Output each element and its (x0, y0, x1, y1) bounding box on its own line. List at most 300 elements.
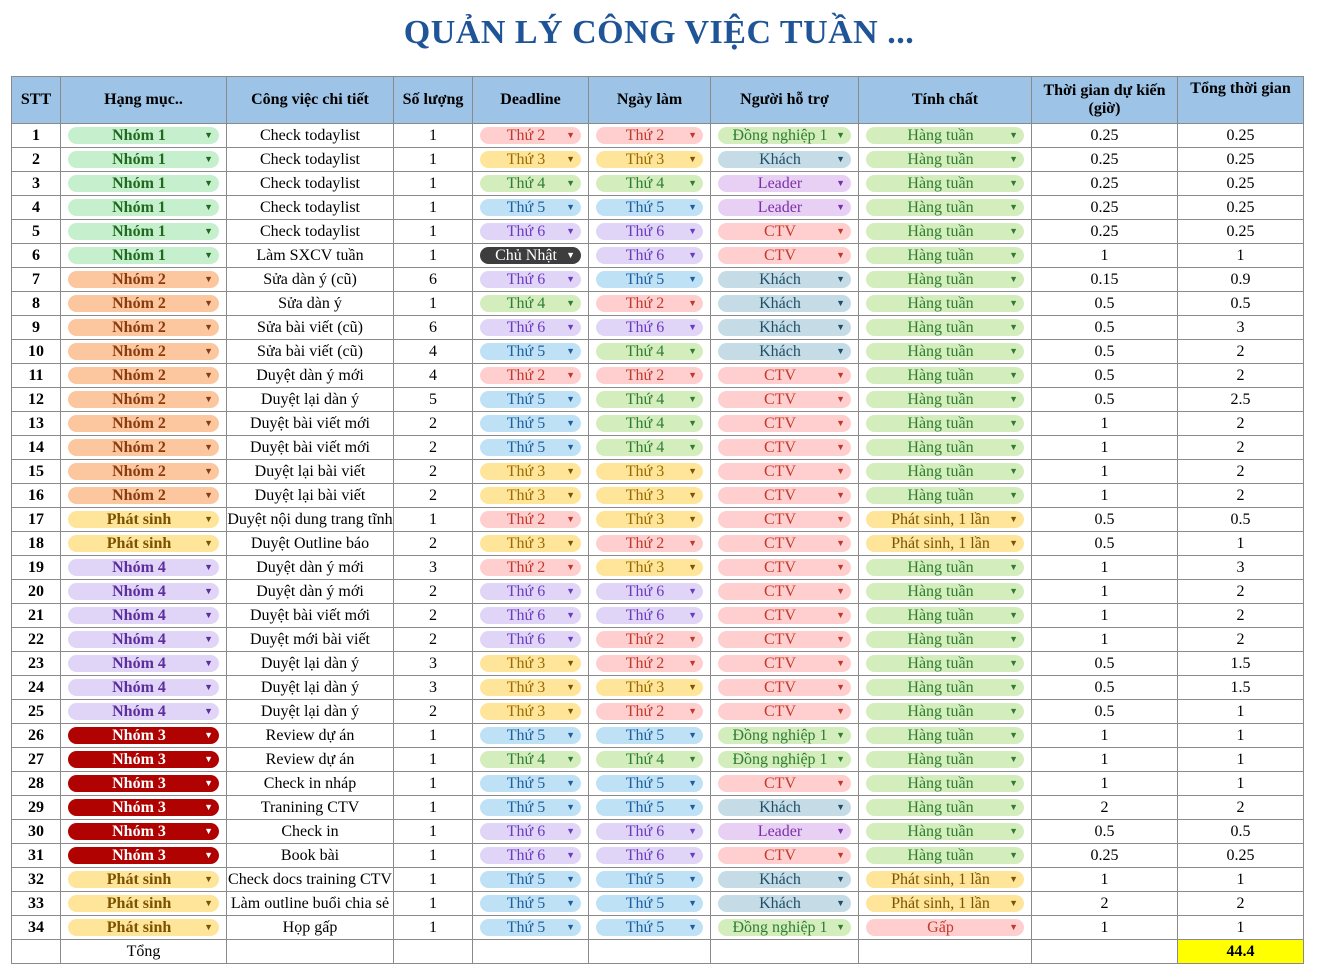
workday-cell[interactable] (589, 364, 711, 388)
stt-cell[interactable]: 10 (12, 340, 61, 364)
deadline-dropdown[interactable] (480, 703, 581, 720)
chevron-down-icon[interactable]: ▼ (566, 394, 575, 404)
quantity-cell[interactable]: 1 (394, 796, 473, 820)
stt-cell[interactable]: 3 (12, 172, 61, 196)
category-cell[interactable] (61, 244, 227, 268)
helper-dropdown[interactable] (718, 535, 851, 552)
total-time-cell[interactable]: 1.5 (1178, 652, 1304, 676)
estimated-time-cell[interactable]: 0.25 (1032, 196, 1178, 220)
nature-cell[interactable] (859, 580, 1032, 604)
chevron-down-icon[interactable]: ▼ (1009, 394, 1018, 404)
category-cell[interactable] (61, 724, 227, 748)
chevron-down-icon[interactable]: ▼ (688, 274, 697, 284)
deadline-cell[interactable] (473, 700, 589, 724)
quantity-cell[interactable]: 4 (394, 364, 473, 388)
category-dropdown[interactable] (68, 871, 219, 888)
task-cell[interactable]: Tranining CTV (227, 796, 394, 820)
nature-cell[interactable] (859, 772, 1032, 796)
category-dropdown[interactable] (68, 919, 219, 936)
chevron-down-icon[interactable]: ▼ (204, 538, 213, 548)
chevron-down-icon[interactable]: ▼ (204, 178, 213, 188)
nature-cell[interactable] (859, 676, 1032, 700)
nature-dropdown[interactable] (866, 271, 1024, 288)
total-time-cell[interactable]: 1 (1178, 532, 1304, 556)
nature-cell[interactable] (859, 796, 1032, 820)
stt-cell[interactable]: 31 (12, 844, 61, 868)
helper-dropdown[interactable] (718, 823, 851, 840)
category-dropdown[interactable] (68, 775, 219, 792)
chevron-down-icon[interactable]: ▼ (566, 562, 575, 572)
helper-dropdown[interactable] (718, 655, 851, 672)
chevron-down-icon[interactable]: ▼ (566, 250, 575, 260)
task-cell[interactable]: Check in (227, 820, 394, 844)
quantity-cell[interactable]: 5 (394, 388, 473, 412)
deadline-dropdown[interactable] (480, 775, 581, 792)
chevron-down-icon[interactable]: ▼ (566, 346, 575, 356)
helper-cell[interactable] (711, 148, 859, 172)
task-cell[interactable]: Duyệt bài viết mới (227, 436, 394, 460)
quantity-cell[interactable]: 1 (394, 124, 473, 148)
chevron-down-icon[interactable]: ▼ (204, 706, 213, 716)
chevron-down-icon[interactable]: ▼ (204, 610, 213, 620)
helper-cell[interactable] (711, 868, 859, 892)
chevron-down-icon[interactable]: ▼ (204, 730, 213, 740)
nature-cell[interactable] (859, 196, 1032, 220)
chevron-down-icon[interactable]: ▼ (1009, 826, 1018, 836)
quantity-cell[interactable]: 6 (394, 316, 473, 340)
workday-cell[interactable] (589, 508, 711, 532)
chevron-down-icon[interactable]: ▼ (566, 898, 575, 908)
workday-cell[interactable] (589, 196, 711, 220)
nature-cell[interactable] (859, 892, 1032, 916)
category-cell[interactable] (61, 700, 227, 724)
total-time-cell[interactable]: 0.25 (1178, 196, 1304, 220)
task-cell[interactable]: Duyệt lại bài viết (227, 484, 394, 508)
helper-dropdown[interactable] (718, 367, 851, 384)
header-quantity[interactable]: Số lượng (394, 77, 473, 124)
deadline-cell[interactable] (473, 604, 589, 628)
helper-dropdown[interactable] (718, 391, 851, 408)
helper-dropdown[interactable] (718, 295, 851, 312)
chevron-down-icon[interactable]: ▼ (566, 514, 575, 524)
task-cell[interactable]: Duyệt bài viết mới (227, 412, 394, 436)
category-dropdown[interactable] (68, 799, 219, 816)
total-label[interactable]: Tổng (61, 940, 227, 964)
deadline-cell[interactable] (473, 556, 589, 580)
chevron-down-icon[interactable]: ▼ (1009, 898, 1018, 908)
chevron-down-icon[interactable]: ▼ (836, 394, 845, 404)
deadline-cell[interactable] (473, 220, 589, 244)
task-cell[interactable]: Sửa dàn ý (cũ) (227, 268, 394, 292)
deadline-cell[interactable] (473, 172, 589, 196)
chevron-down-icon[interactable]: ▼ (566, 778, 575, 788)
quantity-cell[interactable]: 1 (394, 148, 473, 172)
chevron-down-icon[interactable]: ▼ (688, 754, 697, 764)
total-time-cell[interactable]: 2 (1178, 628, 1304, 652)
total-row-empty[interactable] (473, 940, 589, 964)
chevron-down-icon[interactable]: ▼ (836, 874, 845, 884)
quantity-cell[interactable]: 2 (394, 604, 473, 628)
estimated-time-cell[interactable]: 0.25 (1032, 172, 1178, 196)
task-cell[interactable]: Họp gấp (227, 916, 394, 940)
chevron-down-icon[interactable]: ▼ (1009, 130, 1018, 140)
chevron-down-icon[interactable]: ▼ (566, 226, 575, 236)
deadline-dropdown[interactable] (480, 631, 581, 648)
workday-dropdown[interactable] (596, 151, 703, 168)
workday-dropdown[interactable] (596, 391, 703, 408)
chevron-down-icon[interactable]: ▼ (566, 850, 575, 860)
chevron-down-icon[interactable]: ▼ (204, 850, 213, 860)
helper-dropdown[interactable] (718, 223, 851, 240)
nature-cell[interactable] (859, 460, 1032, 484)
helper-dropdown[interactable] (718, 799, 851, 816)
deadline-cell[interactable] (473, 628, 589, 652)
estimated-time-cell[interactable]: 0.5 (1032, 340, 1178, 364)
nature-dropdown[interactable] (866, 655, 1024, 672)
total-time-cell[interactable]: 2 (1178, 796, 1304, 820)
estimated-time-cell[interactable]: 1 (1032, 916, 1178, 940)
helper-cell[interactable] (711, 196, 859, 220)
nature-dropdown[interactable] (866, 295, 1024, 312)
chevron-down-icon[interactable]: ▼ (204, 562, 213, 572)
nature-dropdown[interactable] (866, 535, 1024, 552)
stt-cell[interactable]: 16 (12, 484, 61, 508)
category-cell[interactable] (61, 820, 227, 844)
workday-dropdown[interactable] (596, 247, 703, 264)
nature-cell[interactable] (859, 316, 1032, 340)
deadline-dropdown[interactable] (480, 919, 581, 936)
quantity-cell[interactable]: 1 (394, 172, 473, 196)
deadline-dropdown[interactable] (480, 511, 581, 528)
workday-dropdown[interactable] (596, 583, 703, 600)
nature-dropdown[interactable] (866, 223, 1024, 240)
nature-cell[interactable] (859, 412, 1032, 436)
workday-dropdown[interactable] (596, 439, 703, 456)
workday-dropdown[interactable] (596, 511, 703, 528)
deadline-cell[interactable] (473, 580, 589, 604)
category-dropdown[interactable] (68, 727, 219, 744)
total-time-cell[interactable]: 1 (1178, 244, 1304, 268)
task-cell[interactable]: Duyệt Outline báo (227, 532, 394, 556)
total-time-cell[interactable]: 1.5 (1178, 676, 1304, 700)
chevron-down-icon[interactable]: ▼ (836, 466, 845, 476)
deadline-cell[interactable] (473, 196, 589, 220)
estimated-time-cell[interactable]: 1 (1032, 628, 1178, 652)
deadline-dropdown[interactable] (480, 871, 581, 888)
helper-dropdown[interactable] (718, 703, 851, 720)
quantity-cell[interactable]: 1 (394, 196, 473, 220)
nature-dropdown[interactable] (866, 127, 1024, 144)
deadline-cell[interactable] (473, 532, 589, 556)
helper-cell[interactable] (711, 604, 859, 628)
deadline-cell[interactable] (473, 364, 589, 388)
stt-cell[interactable]: 7 (12, 268, 61, 292)
category-dropdown[interactable] (68, 151, 219, 168)
helper-dropdown[interactable] (718, 679, 851, 696)
chevron-down-icon[interactable]: ▼ (204, 418, 213, 428)
chevron-down-icon[interactable]: ▼ (1009, 250, 1018, 260)
stt-cell[interactable]: 20 (12, 580, 61, 604)
category-dropdown[interactable] (68, 751, 219, 768)
deadline-dropdown[interactable] (480, 895, 581, 912)
category-cell[interactable] (61, 796, 227, 820)
chevron-down-icon[interactable]: ▼ (204, 802, 213, 812)
estimated-time-cell[interactable]: 0.5 (1032, 388, 1178, 412)
helper-cell[interactable] (711, 292, 859, 316)
chevron-down-icon[interactable]: ▼ (836, 922, 845, 932)
workday-cell[interactable] (589, 604, 711, 628)
chevron-down-icon[interactable]: ▼ (566, 490, 575, 500)
chevron-down-icon[interactable]: ▼ (566, 202, 575, 212)
workday-cell[interactable] (589, 388, 711, 412)
quantity-cell[interactable]: 6 (394, 268, 473, 292)
total-time-cell[interactable]: 1 (1178, 700, 1304, 724)
header-nature[interactable]: Tính chất (859, 77, 1032, 124)
helper-cell[interactable] (711, 172, 859, 196)
workday-cell[interactable] (589, 868, 711, 892)
estimated-time-cell[interactable]: 0.5 (1032, 676, 1178, 700)
chevron-down-icon[interactable]: ▼ (1009, 322, 1018, 332)
chevron-down-icon[interactable]: ▼ (1009, 418, 1018, 428)
category-cell[interactable] (61, 364, 227, 388)
estimated-time-cell[interactable]: 2 (1032, 796, 1178, 820)
category-cell[interactable] (61, 316, 227, 340)
stt-cell[interactable]: 13 (12, 412, 61, 436)
category-cell[interactable] (61, 292, 227, 316)
stt-cell[interactable]: 32 (12, 868, 61, 892)
quantity-cell[interactable]: 2 (394, 436, 473, 460)
category-dropdown[interactable] (68, 511, 219, 528)
deadline-dropdown[interactable] (480, 151, 581, 168)
chevron-down-icon[interactable]: ▼ (566, 298, 575, 308)
quantity-cell[interactable]: 1 (394, 916, 473, 940)
deadline-dropdown[interactable] (480, 487, 581, 504)
nature-dropdown[interactable] (866, 823, 1024, 840)
helper-cell[interactable] (711, 772, 859, 796)
helper-cell[interactable] (711, 508, 859, 532)
quantity-cell[interactable]: 1 (394, 844, 473, 868)
nature-cell[interactable] (859, 340, 1032, 364)
stt-cell[interactable]: 18 (12, 532, 61, 556)
task-cell[interactable]: Check todaylist (227, 196, 394, 220)
chevron-down-icon[interactable]: ▼ (204, 634, 213, 644)
chevron-down-icon[interactable]: ▼ (566, 178, 575, 188)
workday-cell[interactable] (589, 724, 711, 748)
chevron-down-icon[interactable]: ▼ (836, 154, 845, 164)
nature-dropdown[interactable] (866, 367, 1024, 384)
total-time-cell[interactable]: 3 (1178, 316, 1304, 340)
chevron-down-icon[interactable]: ▼ (204, 922, 213, 932)
chevron-down-icon[interactable]: ▼ (204, 370, 213, 380)
helper-dropdown[interactable] (718, 775, 851, 792)
header-deadline[interactable]: Deadline (473, 77, 589, 124)
category-dropdown[interactable] (68, 223, 219, 240)
nature-cell[interactable] (859, 652, 1032, 676)
chevron-down-icon[interactable]: ▼ (204, 274, 213, 284)
workday-cell[interactable] (589, 820, 711, 844)
stt-cell[interactable]: 15 (12, 460, 61, 484)
task-cell[interactable]: Duyệt lại bài viết (227, 460, 394, 484)
deadline-cell[interactable] (473, 916, 589, 940)
helper-cell[interactable] (711, 124, 859, 148)
chevron-down-icon[interactable]: ▼ (566, 826, 575, 836)
nature-cell[interactable] (859, 388, 1032, 412)
chevron-down-icon[interactable]: ▼ (688, 778, 697, 788)
helper-dropdown[interactable] (718, 847, 851, 864)
stt-cell[interactable]: 33 (12, 892, 61, 916)
total-time-cell[interactable]: 2 (1178, 892, 1304, 916)
nature-cell[interactable] (859, 820, 1032, 844)
helper-cell[interactable] (711, 556, 859, 580)
chevron-down-icon[interactable]: ▼ (1009, 178, 1018, 188)
workday-cell[interactable] (589, 172, 711, 196)
category-cell[interactable] (61, 412, 227, 436)
deadline-dropdown[interactable] (480, 583, 581, 600)
helper-dropdown[interactable] (718, 175, 851, 192)
chevron-down-icon[interactable]: ▼ (1009, 922, 1018, 932)
chevron-down-icon[interactable]: ▼ (566, 874, 575, 884)
quantity-cell[interactable]: 2 (394, 484, 473, 508)
nature-dropdown[interactable] (866, 679, 1024, 696)
chevron-down-icon[interactable]: ▼ (836, 130, 845, 140)
deadline-dropdown[interactable] (480, 223, 581, 240)
chevron-down-icon[interactable]: ▼ (566, 802, 575, 812)
chevron-down-icon[interactable]: ▼ (1009, 274, 1018, 284)
quantity-cell[interactable]: 3 (394, 556, 473, 580)
chevron-down-icon[interactable]: ▼ (204, 514, 213, 524)
workday-dropdown[interactable] (596, 871, 703, 888)
total-row-empty[interactable] (859, 940, 1032, 964)
nature-dropdown[interactable] (866, 847, 1024, 864)
chevron-down-icon[interactable]: ▼ (1009, 706, 1018, 716)
helper-dropdown[interactable] (718, 583, 851, 600)
chevron-down-icon[interactable]: ▼ (688, 802, 697, 812)
total-time-cell[interactable]: 2 (1178, 460, 1304, 484)
quantity-cell[interactable]: 2 (394, 700, 473, 724)
stt-cell[interactable]: 29 (12, 796, 61, 820)
chevron-down-icon[interactable]: ▼ (204, 754, 213, 764)
chevron-down-icon[interactable]: ▼ (836, 178, 845, 188)
helper-dropdown[interactable] (718, 463, 851, 480)
deadline-cell[interactable] (473, 796, 589, 820)
estimated-time-cell[interactable]: 1 (1032, 748, 1178, 772)
workday-cell[interactable] (589, 484, 711, 508)
nature-dropdown[interactable] (866, 511, 1024, 528)
category-dropdown[interactable] (68, 631, 219, 648)
category-dropdown[interactable] (68, 895, 219, 912)
helper-cell[interactable] (711, 820, 859, 844)
estimated-time-cell[interactable]: 1 (1032, 244, 1178, 268)
helper-cell[interactable] (711, 316, 859, 340)
task-cell[interactable]: Check docs training CTV (227, 868, 394, 892)
deadline-dropdown[interactable] (480, 535, 581, 552)
total-time-cell[interactable]: 0.5 (1178, 820, 1304, 844)
quantity-cell[interactable]: 1 (394, 892, 473, 916)
chevron-down-icon[interactable]: ▼ (1009, 346, 1018, 356)
helper-dropdown[interactable] (718, 727, 851, 744)
chevron-down-icon[interactable]: ▼ (836, 706, 845, 716)
workday-dropdown[interactable] (596, 319, 703, 336)
quantity-cell[interactable]: 1 (394, 244, 473, 268)
category-dropdown[interactable] (68, 199, 219, 216)
nature-cell[interactable] (859, 868, 1032, 892)
category-dropdown[interactable] (68, 607, 219, 624)
category-dropdown[interactable] (68, 319, 219, 336)
chevron-down-icon[interactable]: ▼ (1009, 754, 1018, 764)
nature-dropdown[interactable] (866, 559, 1024, 576)
total-row-empty[interactable] (711, 940, 859, 964)
estimated-time-cell[interactable]: 1 (1032, 460, 1178, 484)
estimated-time-cell[interactable]: 0.5 (1032, 316, 1178, 340)
quantity-cell[interactable]: 1 (394, 820, 473, 844)
helper-dropdown[interactable] (718, 151, 851, 168)
task-cell[interactable]: Check todaylist (227, 172, 394, 196)
chevron-down-icon[interactable]: ▼ (688, 922, 697, 932)
workday-dropdown[interactable] (596, 463, 703, 480)
helper-dropdown[interactable] (718, 343, 851, 360)
chevron-down-icon[interactable]: ▼ (836, 346, 845, 356)
total-time-cell[interactable]: 0.5 (1178, 508, 1304, 532)
category-dropdown[interactable] (68, 487, 219, 504)
total-time-cell[interactable]: 2.5 (1178, 388, 1304, 412)
category-cell[interactable] (61, 436, 227, 460)
category-dropdown[interactable] (68, 343, 219, 360)
chevron-down-icon[interactable]: ▼ (566, 754, 575, 764)
chevron-down-icon[interactable]: ▼ (566, 274, 575, 284)
estimated-time-cell[interactable]: 0.5 (1032, 652, 1178, 676)
helper-dropdown[interactable] (718, 319, 851, 336)
workday-dropdown[interactable] (596, 175, 703, 192)
quantity-cell[interactable]: 2 (394, 460, 473, 484)
estimated-time-cell[interactable]: 0.5 (1032, 700, 1178, 724)
workday-cell[interactable] (589, 124, 711, 148)
category-dropdown[interactable] (68, 415, 219, 432)
chevron-down-icon[interactable]: ▼ (836, 514, 845, 524)
stt-cell[interactable]: 22 (12, 628, 61, 652)
total-time-cell[interactable]: 0.25 (1178, 844, 1304, 868)
chevron-down-icon[interactable]: ▼ (688, 682, 697, 692)
total-time-cell[interactable]: 1 (1178, 724, 1304, 748)
category-cell[interactable] (61, 196, 227, 220)
chevron-down-icon[interactable]: ▼ (688, 178, 697, 188)
workday-cell[interactable] (589, 220, 711, 244)
chevron-down-icon[interactable]: ▼ (566, 466, 575, 476)
deadline-dropdown[interactable] (480, 751, 581, 768)
deadline-cell[interactable] (473, 820, 589, 844)
nature-dropdown[interactable] (866, 199, 1024, 216)
nature-dropdown[interactable] (866, 871, 1024, 888)
nature-cell[interactable] (859, 436, 1032, 460)
nature-cell[interactable] (859, 124, 1032, 148)
chevron-down-icon[interactable]: ▼ (566, 538, 575, 548)
stt-cell[interactable]: 8 (12, 292, 61, 316)
chevron-down-icon[interactable]: ▼ (1009, 514, 1018, 524)
deadline-cell[interactable] (473, 508, 589, 532)
chevron-down-icon[interactable]: ▼ (204, 394, 213, 404)
chevron-down-icon[interactable]: ▼ (688, 346, 697, 356)
workday-dropdown[interactable] (596, 655, 703, 672)
total-time-cell[interactable]: 2 (1178, 484, 1304, 508)
estimated-time-cell[interactable]: 0.15 (1032, 268, 1178, 292)
workday-dropdown[interactable] (596, 919, 703, 936)
workday-dropdown[interactable] (596, 607, 703, 624)
task-cell[interactable]: Làm outline buổi chia sẻ (227, 892, 394, 916)
chevron-down-icon[interactable]: ▼ (204, 226, 213, 236)
stt-cell[interactable]: 5 (12, 220, 61, 244)
deadline-dropdown[interactable] (480, 679, 581, 696)
total-time-cell[interactable]: 2 (1178, 340, 1304, 364)
estimated-time-cell[interactable]: 0.5 (1032, 364, 1178, 388)
